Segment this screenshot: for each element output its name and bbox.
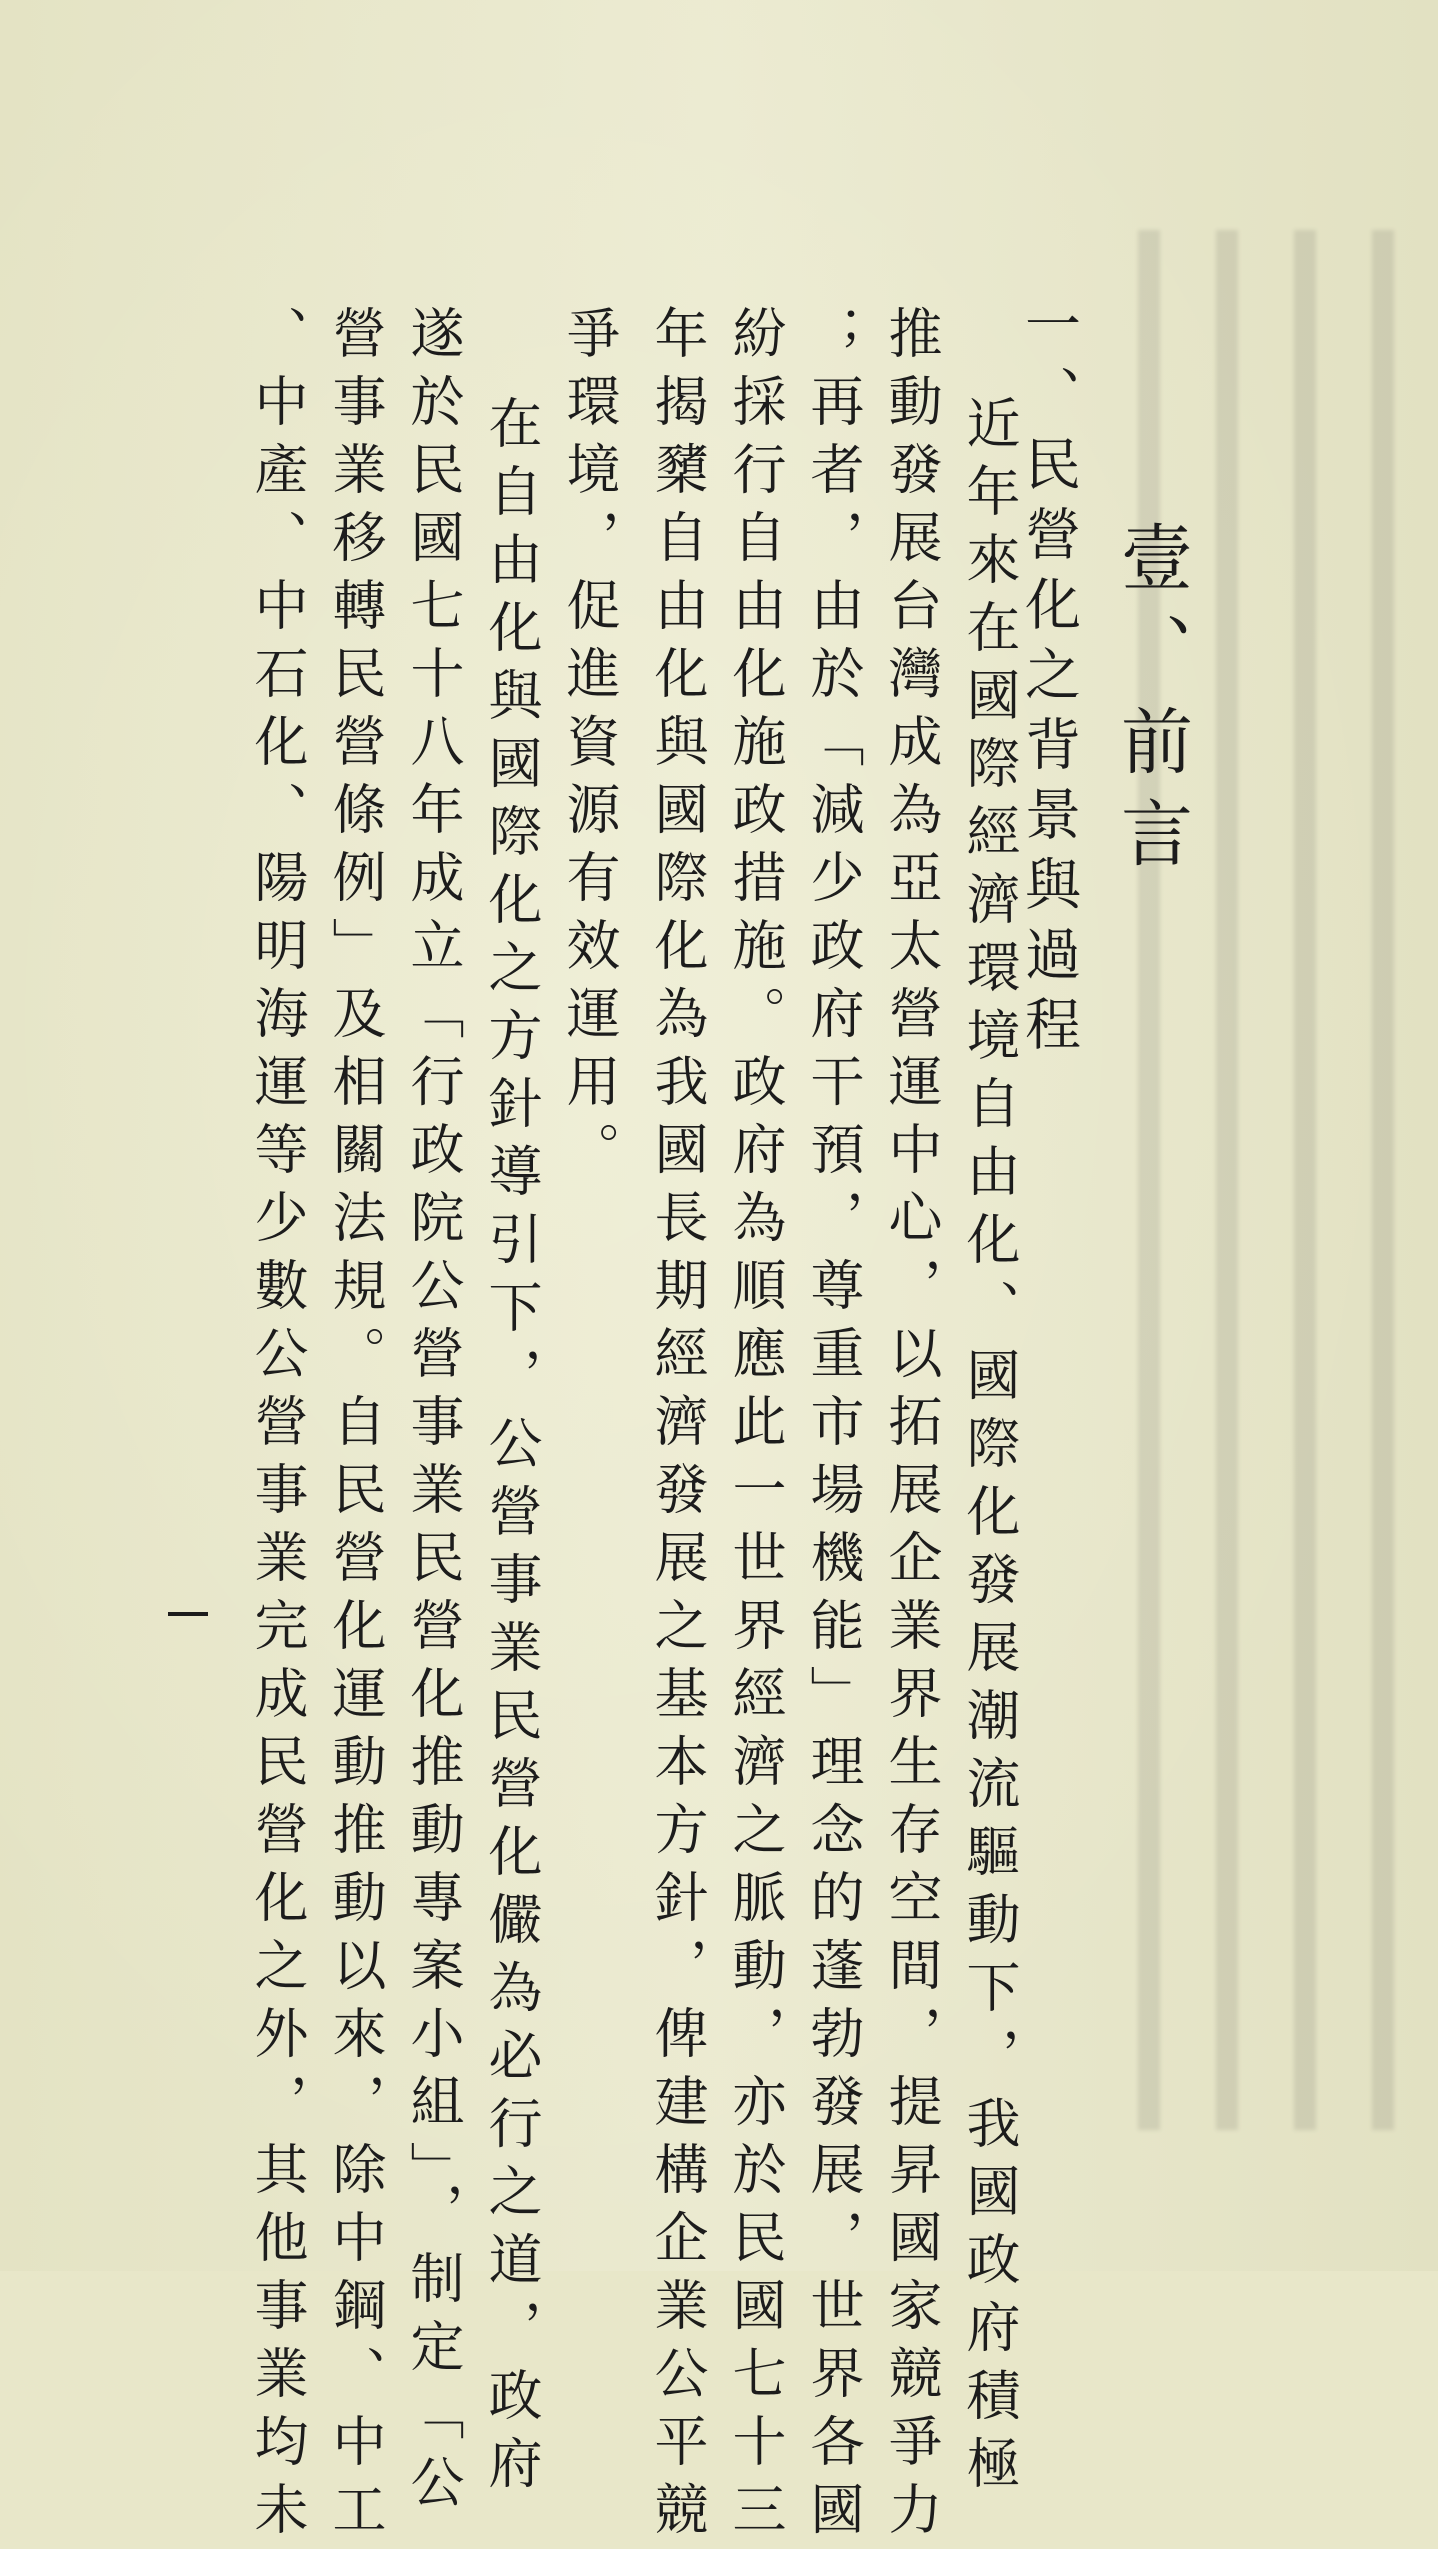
paragraph-line: 爭環境，促進資源有效運用。 — [558, 305, 621, 1189]
paragraph-line: 近年來在國際經濟環境自由化、國際化發展潮流驅動下，我國政府積極 — [958, 395, 1021, 2503]
paragraph-line: 在自由化與國際化之方針導引下，公營事業民營化儼為必行之道，政府 — [480, 395, 543, 2503]
paragraph-line: 年揭櫫自由化與國際化為我國長期經濟發展之基本方針，俾建構企業公平競 — [646, 305, 709, 2549]
bleed-through-text — [1108, 230, 1398, 2130]
paragraph-line: 紛採行自由化施政措施。政府為順應此一世界經濟之脈動，亦於民國七十三 — [724, 305, 787, 2549]
paragraph-line: 、中產、中石化、陽明海運等少數公營事業完成民營化之外，其他事業均未 — [246, 305, 309, 2549]
page-number — [168, 1612, 208, 1616]
page-title: 壹、前言 — [1109, 520, 1193, 888]
paragraph-line: 遂於民國七十八年成立「行政院公營事業民營化推動專案小組」，制定「公 — [402, 305, 465, 2522]
paragraph-line: 營事業移轉民營條例」及相關法規。自民營化運動推動以來，除中鋼、中工 — [324, 305, 387, 2549]
paragraph-line: 推動發展台灣成為亞太營運中心，以拓展企業界生存空間，提昇國家競爭力 — [880, 305, 943, 2549]
section-heading: 一、民營化之背景與過程 — [1016, 295, 1081, 1065]
paragraph-line: ；再者，由於「減少政府干預，尊重市場機能」理念的蓬勃發展，世界各國 — [802, 305, 865, 2549]
